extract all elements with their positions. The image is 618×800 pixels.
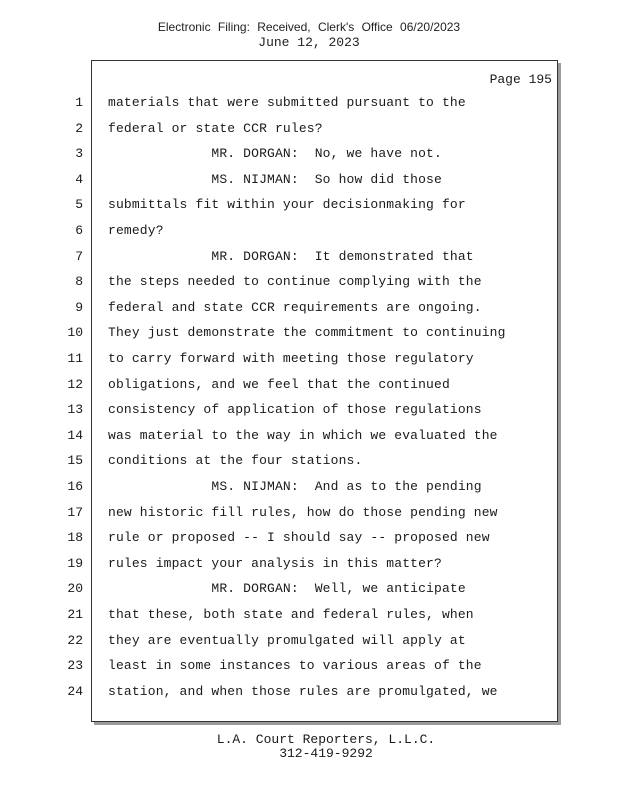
line-number: 11 [67, 351, 83, 366]
transcript-line [75, 141, 557, 167]
line-text: conditions at the four stations. [108, 453, 363, 469]
line-text: federal and state CCR requirements are ongoing. [108, 299, 482, 315]
transcript-line [67, 372, 557, 398]
line-text: MR. DORGAN: Well, we anticipate [108, 581, 466, 597]
line-text: MS. NIJMAN: And as to the pending [108, 479, 482, 494]
line-number: 22 [67, 632, 83, 648]
line-number: 12 [67, 376, 83, 392]
transcript-line [67, 500, 557, 526]
transcript-line [67, 653, 557, 679]
line-number: 5 [75, 197, 83, 213]
transcript-date: June 12, 2023 [258, 35, 360, 50]
line-text: the steps needed to continue complying with the [108, 274, 482, 290]
court-reporter-phone: 312-419-9292 [279, 746, 373, 761]
line-text: materials that were submitted pursuant to the [108, 95, 466, 110]
line-text: consistency of application of those regulations [108, 402, 482, 418]
transcript-line [67, 525, 557, 551]
line-text: rules impact your analysis in this matter? [108, 555, 442, 571]
line-text: federal or state CCR rules? [108, 120, 323, 136]
transcript-line [75, 192, 557, 218]
line-number: 20 [67, 581, 83, 597]
line-number: 21 [67, 607, 83, 622]
line-text: was material to the way in which we evaluated the [108, 427, 498, 443]
line-text: to carry forward with meeting those regulatory [108, 351, 474, 366]
line-number: 8 [75, 274, 83, 290]
line-text: MR. DORGAN: It demonstrated that [108, 248, 474, 264]
transcript-line [67, 448, 557, 474]
line-text: submittals fit within your decisionmaking for [108, 197, 466, 213]
line-number: 19 [67, 555, 83, 571]
line-number: 2 [75, 120, 83, 136]
transcript-line [75, 218, 557, 244]
transcript-line [75, 90, 557, 116]
page-number: Page 195 [489, 72, 552, 87]
line-text: that these, both state and federal rules, when [108, 607, 474, 622]
line-number: 4 [75, 171, 83, 187]
line-number: 24 [67, 683, 83, 699]
line-number: 13 [67, 402, 83, 418]
line-text: MR. DORGAN: No, we have not. [108, 146, 442, 162]
line-number: 23 [67, 658, 83, 674]
transcript-line [67, 474, 557, 500]
line-text: They just demonstrate the commitment to continuing [108, 325, 506, 341]
transcript-line [75, 244, 557, 270]
transcript-line [75, 269, 557, 295]
electronic-filing-stamp: Electronic Filing: Received, Clerk's Office 06/20/2023 [157, 20, 461, 34]
line-text: rule or proposed -- I should say -- proposed new [108, 530, 490, 546]
line-number: 14 [67, 427, 83, 443]
line-number: 16 [67, 479, 83, 494]
line-text: they are eventually promulgated will apply at [108, 632, 466, 648]
transcript-line [67, 602, 557, 628]
transcript-line [67, 320, 557, 346]
line-number: 17 [67, 504, 83, 520]
transcript-line [75, 295, 557, 321]
transcript-line [67, 346, 557, 372]
transcript-line [67, 628, 557, 654]
transcript-line [75, 116, 557, 142]
transcript-line [67, 679, 557, 705]
line-text: station, and when those rules are promulgated, we [108, 683, 498, 699]
transcript-line [75, 167, 557, 193]
line-number: 7 [75, 248, 83, 264]
transcript-line [67, 551, 557, 577]
line-number: 15 [67, 453, 83, 469]
line-number: 1 [75, 95, 83, 110]
line-text: remedy? [108, 223, 164, 238]
transcript-line [67, 423, 557, 449]
line-number: 18 [67, 530, 83, 546]
court-reporter-name: L.A. Court Reporters, L.L.C. [216, 732, 436, 747]
line-text: least in some instances to various areas of the [108, 658, 482, 674]
transcript-line [67, 576, 557, 602]
line-text: obligations, and we feel that the continued [108, 376, 450, 392]
line-number: 3 [75, 146, 83, 162]
line-number: 6 [75, 223, 83, 238]
line-number: 9 [75, 299, 83, 315]
transcript-page [67, 60, 558, 722]
line-number: 10 [67, 325, 83, 341]
line-text: MS. NIJMAN: So how did those [108, 171, 442, 187]
transcript-line [67, 397, 557, 423]
line-text: new historic fill rules, how do those pending new [108, 504, 498, 520]
